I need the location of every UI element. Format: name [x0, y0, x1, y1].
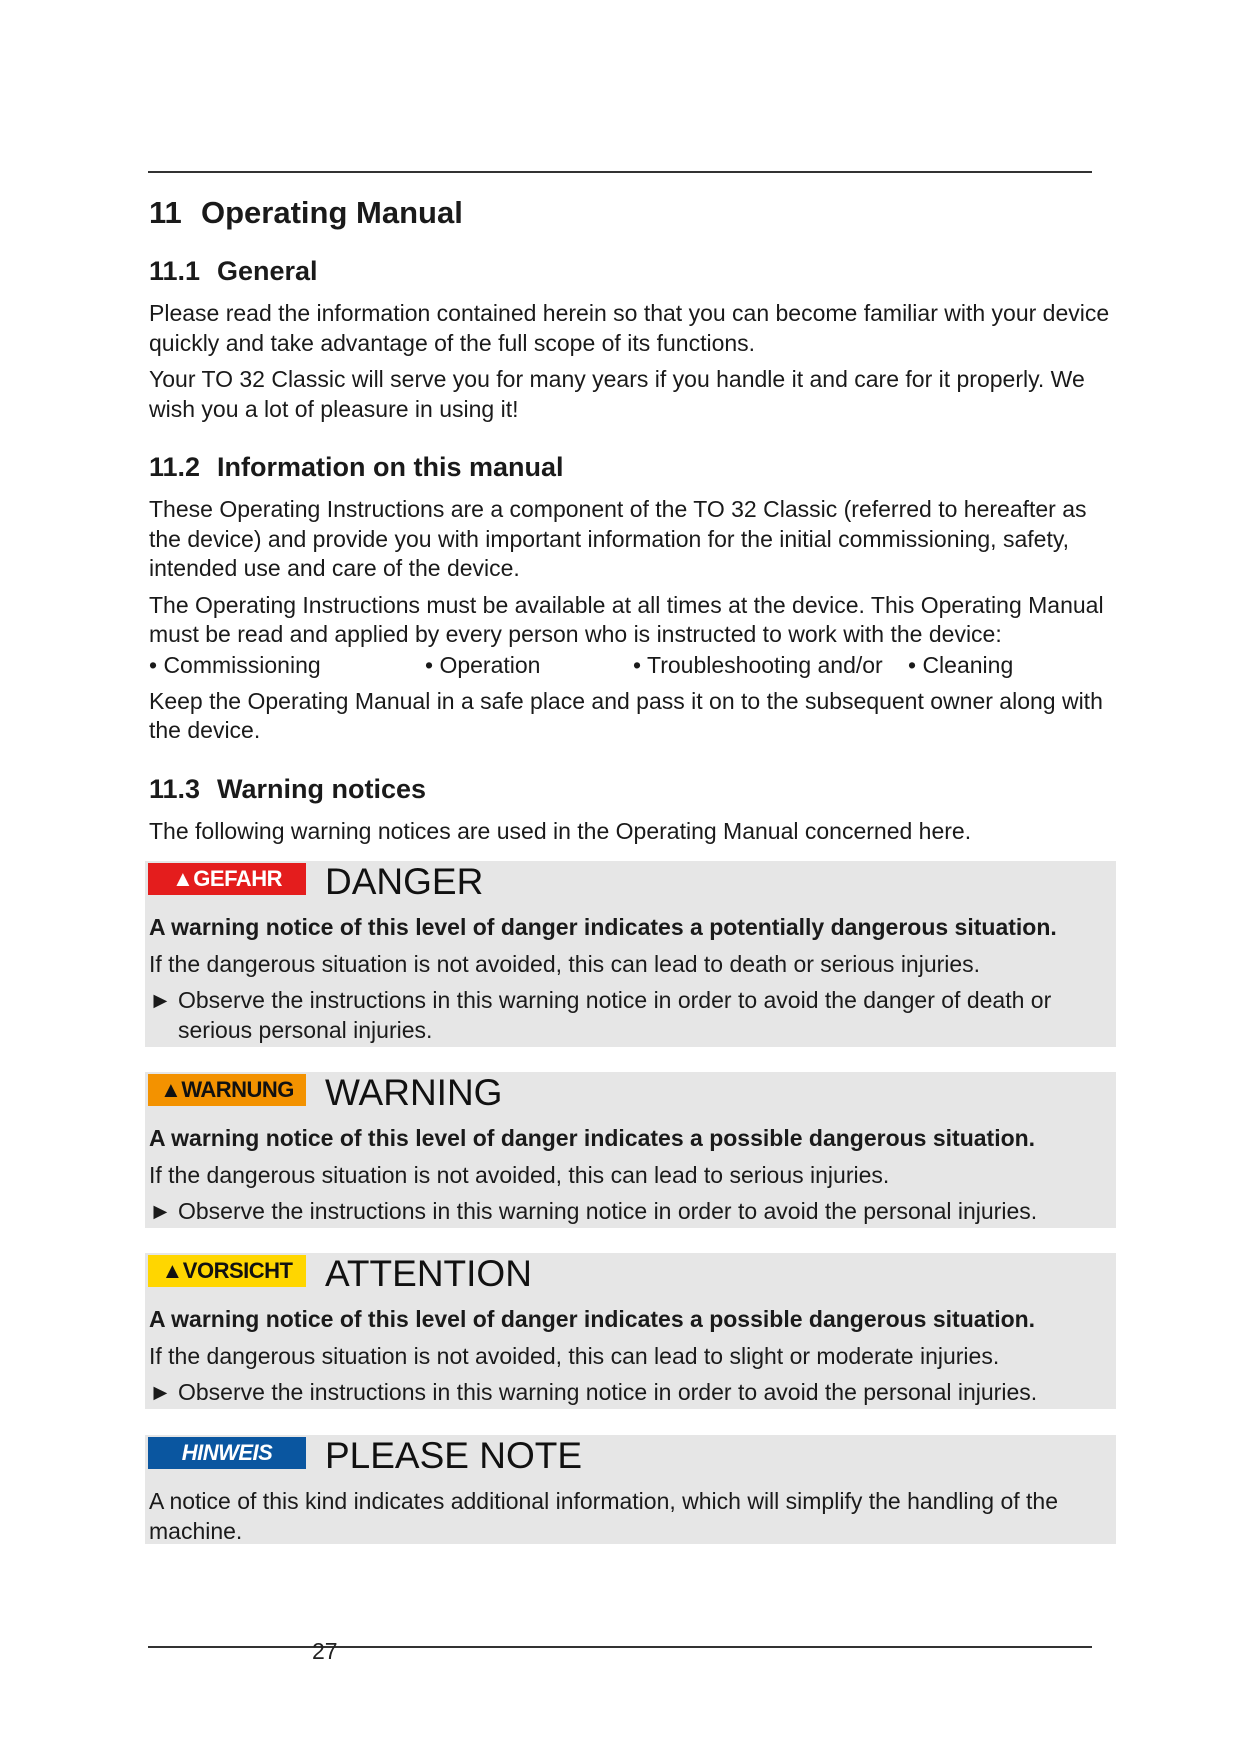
chapter-title-text: Operating Manual	[201, 195, 463, 230]
section-title-warning-notices	[149, 773, 1119, 805]
caution-badge: ▲VORSICHT	[148, 1255, 306, 1287]
notice-instruction	[149, 1197, 1106, 1227]
section-title-text: Information on this manual	[217, 452, 564, 482]
notice-text: If the dangerous situation is not avoided, this can lead to serious injuries.	[149, 1161, 890, 1188]
section-title-text: General	[217, 256, 318, 286]
arrow-icon: ►	[149, 1379, 172, 1405]
header-rule	[148, 171, 1092, 173]
instruction-text: Observe the instructions in this warning notice in order to avoid the personal injuries.	[178, 1379, 1038, 1405]
footer-rule	[148, 1646, 1092, 1648]
paragraph: The following warning notices are used in the Operating Manual concerned here.	[149, 817, 972, 844]
notice-heading: DANGER	[325, 861, 484, 902]
section-number: 11.2	[149, 452, 201, 482]
note-badge: HINWEIS	[148, 1437, 306, 1469]
arrow-icon: ►	[149, 987, 172, 1013]
instruction-text: Observe the instructions in this warning notice in order to avoid the danger of death or serious personal injuries.	[178, 987, 1052, 1043]
notice-bold-text: A warning notice of this level of danger indicates a potentially dangerous situation.	[149, 914, 1057, 940]
paragraph: Please read the information contained herein so that you can become familiar with your device quickly and take advantage of the full scope of its functions.	[149, 300, 1110, 356]
notice-heading: ATTENTION	[325, 1253, 532, 1294]
arrow-icon: ►	[149, 1198, 172, 1224]
notice-heading: PLEASE NOTE	[325, 1435, 583, 1476]
notice-bold-text: A warning notice of this level of danger indicates a possible dangerous situation.	[149, 1125, 1036, 1151]
warning-badge: ▲WARNUNG	[148, 1074, 306, 1106]
notice-text: If the dangerous situation is not avoided, this can lead to slight or moderate injuries.	[149, 1342, 1000, 1369]
warning-notice	[145, 1072, 1116, 1228]
section-title-manual-info	[149, 451, 1119, 483]
list-item: • Troubleshooting and/or	[633, 651, 883, 678]
notice-heading: WARNING	[325, 1072, 503, 1113]
notice-instruction	[149, 1378, 1106, 1408]
note-notice	[145, 1435, 1116, 1544]
list-item: • Commissioning	[149, 651, 321, 678]
page-number: 27	[312, 1638, 338, 1664]
notice-instruction	[149, 986, 1106, 1045]
personnel-task-list	[149, 650, 1119, 680]
danger-notice	[145, 861, 1116, 1047]
section-title-text: Warning notices	[217, 773, 427, 804]
chapter-title	[149, 195, 1119, 231]
list-item: • Cleaning	[908, 651, 1014, 678]
paragraph: Keep the Operating Manual in a safe place and pass it on to the subsequent owner along with the device.	[149, 687, 1103, 743]
section-number: 11.3	[149, 773, 201, 804]
page-content	[149, 195, 1119, 853]
danger-badge: ▲GEFAHR	[148, 863, 306, 895]
chapter-number: 11	[149, 195, 182, 230]
instruction-text: Observe the instructions in this warning notice in order to avoid the personal injuries.	[178, 1198, 1038, 1224]
notice-text: If the dangerous situation is not avoided, this can lead to death or serious injuries.	[149, 950, 981, 977]
paragraph: These Operating Instructions are a component of the TO 32 Classic (referred to hereafter as the device) and provide you with important information for the initial commissioning, safety, intended use and care of the device.	[149, 496, 1087, 581]
notice-bold-text: A warning notice of this level of danger indicates a possible dangerous situation.	[149, 1306, 1036, 1332]
list-item: • Operation	[425, 651, 541, 678]
section-title-general	[149, 255, 1119, 287]
section-number: 11.1	[149, 256, 201, 286]
paragraph: The Operating Instructions must be available at all times at the device. This Operating Manual must be read and applied by every person who is instructed to work with the device:	[149, 591, 1104, 647]
paragraph: Your TO 32 Classic will serve you for many years if you handle it and care for it properly. We wish you a lot of pleasure in using it!	[149, 366, 1085, 422]
caution-notice	[145, 1253, 1116, 1409]
notice-text: A notice of this kind indicates additional information, which will simplify the handling of the machine.	[149, 1488, 1058, 1544]
